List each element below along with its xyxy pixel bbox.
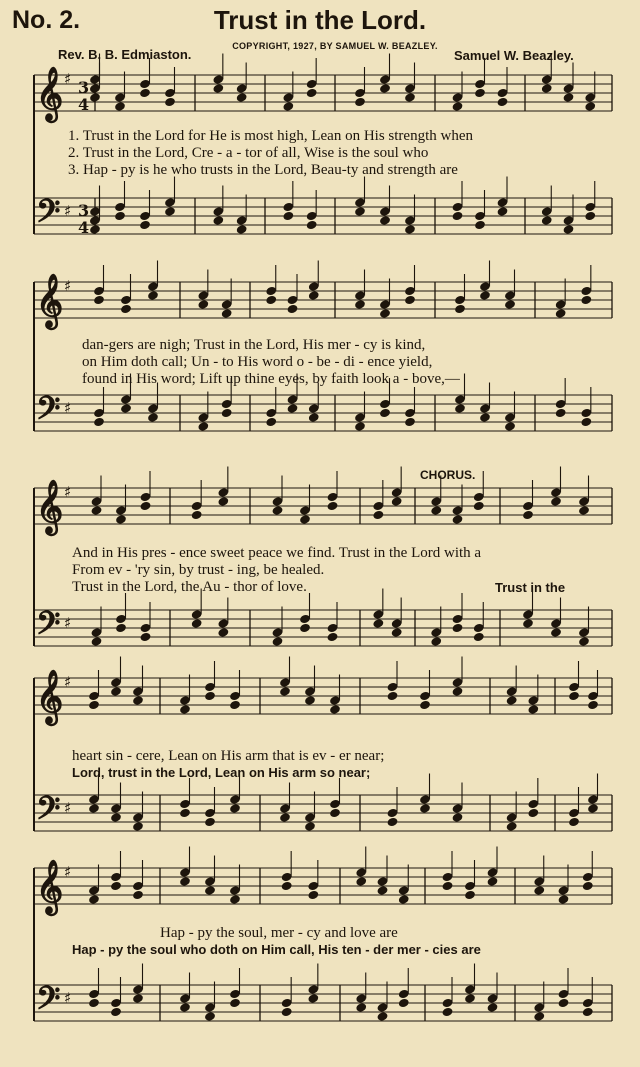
note-head-icon (217, 627, 229, 638)
note-head-icon (558, 894, 570, 905)
note-head-icon (506, 821, 518, 832)
note-head-icon (110, 686, 122, 697)
bass-lyric-line: Hap - py the soul who doth on Him call, His ten - der mer - cies are (72, 942, 481, 957)
note-head-icon (533, 1011, 545, 1022)
note-head-icon (379, 83, 391, 94)
music-composer: Samuel W. Beazley. (454, 48, 574, 63)
note-head-icon (265, 417, 277, 428)
note-head-icon (430, 636, 442, 647)
treble-clef-icon: 𝄞 (36, 669, 64, 723)
note-head-icon (587, 700, 599, 711)
note-head-icon (265, 295, 277, 306)
note-head-icon (88, 803, 100, 814)
note-head-icon (398, 894, 410, 905)
note-head-icon (132, 890, 144, 901)
note-head-icon (139, 88, 151, 99)
copyright-notice: COPYRIGHT, 1927, BY SAMUEL W. BEAZLEY. (232, 41, 438, 51)
note-head-icon (568, 817, 580, 828)
note-head-icon (379, 308, 391, 319)
note-head-icon (580, 295, 592, 306)
lyric-line: on Him doth call; Un - to His word o - be - di - ence yield, (82, 354, 433, 370)
note-head-icon (308, 290, 320, 301)
note-head-icon (506, 695, 518, 706)
note-head-icon (527, 808, 539, 819)
note-head-icon (377, 885, 389, 896)
note-head-icon (404, 295, 416, 306)
note-head-icon (88, 998, 100, 1009)
note-head-icon (464, 890, 476, 901)
note-head-icon (306, 220, 318, 231)
note-head-icon (329, 704, 341, 715)
note-head-icon (197, 421, 209, 432)
note-head-icon (452, 514, 464, 525)
note-head-icon (114, 211, 126, 222)
note-head-icon (487, 1002, 499, 1013)
sharp-icon: ♯ (64, 483, 72, 501)
note-head-icon (404, 92, 416, 103)
note-head-icon (91, 505, 103, 516)
sharp-icon: ♯ (64, 863, 72, 881)
note-head-icon (479, 412, 491, 423)
note-head-icon (164, 97, 176, 108)
note-head-icon (379, 408, 391, 419)
note-head-icon (387, 691, 399, 702)
time-signature: 4 (78, 218, 90, 237)
note-head-icon (204, 1011, 216, 1022)
note-head-icon (272, 505, 284, 516)
lyric-line: found in His word; Lift up thine eyes, by faith look a - bove,— (82, 371, 460, 387)
note-head-icon (541, 215, 553, 226)
note-head-icon (212, 83, 224, 94)
bass-clef-icon: 𝄢 (36, 192, 61, 237)
note-head-icon (522, 618, 534, 629)
note-head-icon (452, 101, 464, 112)
note-head-icon (474, 220, 486, 231)
note-head-icon (582, 881, 594, 892)
note-head-icon (504, 421, 516, 432)
note-head-icon (354, 206, 366, 217)
note-head-icon (354, 299, 366, 310)
note-head-icon (299, 514, 311, 525)
note-head-icon (114, 101, 126, 112)
time-signature: 3 (78, 201, 90, 220)
note-head-icon (179, 876, 191, 887)
sharp-icon: ♯ (64, 70, 72, 88)
note-head-icon (115, 514, 127, 525)
note-head-icon (404, 417, 416, 428)
note-head-icon (442, 881, 454, 892)
chorus-label: CHORUS. (420, 468, 476, 482)
sharp-icon: ♯ (64, 614, 72, 632)
note-head-icon (164, 206, 176, 217)
note-head-icon (197, 299, 209, 310)
note-head-icon (377, 1011, 389, 1022)
note-head-icon (487, 876, 499, 887)
note-head-icon (354, 421, 366, 432)
lyric-line: And in His pres - ence sweet peace we find. Trust in the Lord with a (72, 545, 482, 561)
note-head-icon (372, 510, 384, 521)
sharp-icon: ♯ (64, 989, 72, 1007)
time-signature: 3 (78, 78, 90, 97)
note-head-icon (541, 83, 553, 94)
note-head-icon (191, 510, 203, 521)
note-head-icon (279, 686, 291, 697)
note-head-icon (555, 308, 567, 319)
note-head-icon (464, 993, 476, 1004)
note-head-icon (304, 821, 316, 832)
note-head-icon (110, 1007, 122, 1018)
note-head-icon (419, 803, 431, 814)
note-head-icon (479, 290, 491, 301)
note-head-icon (89, 224, 101, 235)
note-head-icon (404, 224, 416, 235)
note-head-icon (88, 700, 100, 711)
note-head-icon (555, 408, 567, 419)
bass-clef-icon: 𝄢 (36, 979, 61, 1024)
note-head-icon (88, 894, 100, 905)
note-head-icon (282, 101, 294, 112)
note-head-icon (442, 1007, 454, 1018)
note-head-icon (221, 408, 233, 419)
note-head-icon (327, 632, 339, 643)
note-head-icon (504, 299, 516, 310)
note-head-icon (229, 998, 241, 1009)
lyric-line: heart sin - cere, Lean on His arm that is ev - er near; (72, 748, 385, 764)
note-head-icon (115, 623, 127, 634)
note-head-icon (281, 881, 293, 892)
note-head-icon (355, 1002, 367, 1013)
note-head-icon (355, 876, 367, 887)
note-head-icon (452, 812, 464, 823)
note-head-icon (299, 623, 311, 634)
bass-clef-icon: 𝄢 (36, 389, 61, 434)
treble-clef-icon: 𝄞 (36, 66, 64, 120)
lyric-line: From ev - 'ry sin, by trust - ing, be healed. (72, 562, 325, 578)
bass-clef-icon: 𝄢 (36, 604, 61, 649)
note-head-icon (147, 290, 159, 301)
note-head-icon (147, 412, 159, 423)
note-head-icon (379, 215, 391, 226)
note-head-icon (287, 304, 299, 315)
note-head-icon (272, 636, 284, 647)
note-head-icon (473, 501, 485, 512)
lyric-line: dan-gers are nigh; Trust in the Lord, His mer - cy is kind, (82, 337, 426, 353)
note-head-icon (179, 1002, 191, 1013)
note-head-icon (132, 821, 144, 832)
note-head-icon (93, 295, 105, 306)
note-head-icon (327, 501, 339, 512)
sharp-icon: ♯ (64, 799, 72, 817)
note-head-icon (306, 88, 318, 99)
lyric-line: 3. Hap - py is he who trusts in the Lord, Beau-ty and strength are (68, 162, 458, 178)
hymn-number: No. 2. (12, 6, 81, 34)
note-head-icon (387, 817, 399, 828)
note-head-icon (308, 412, 320, 423)
note-head-icon (452, 686, 464, 697)
note-head-icon (120, 304, 132, 315)
sharp-icon: ♯ (64, 673, 72, 691)
note-head-icon (139, 220, 151, 231)
lyric-line: Trust in the Lord, the Au - thor of love. (72, 579, 307, 595)
time-signature: 4 (78, 95, 90, 114)
bass-lyric-line: Lord, trust in the Lord, Lean on His arm so near; (72, 765, 371, 780)
lyric-line: 1. Trust in the Lord for He is most high, Lean on His strength when (68, 128, 473, 144)
bass-clef-icon: 𝄢 (36, 789, 61, 834)
note-head-icon (229, 700, 241, 711)
note-head-icon (563, 224, 575, 235)
note-head-icon (304, 695, 316, 706)
note-head-icon (398, 998, 410, 1009)
note-head-icon (221, 308, 233, 319)
note-head-icon (179, 704, 191, 715)
note-head-icon (497, 206, 509, 217)
note-head-icon (89, 92, 101, 103)
note-head-icon (179, 808, 191, 819)
note-head-icon (419, 700, 431, 711)
note-head-icon (282, 211, 294, 222)
treble-clef-icon: 𝄞 (36, 479, 64, 533)
note-head-icon (527, 704, 539, 715)
note-head-icon (430, 505, 442, 516)
note-head-icon (229, 803, 241, 814)
note-head-icon (578, 505, 590, 516)
note-head-icon (279, 812, 291, 823)
note-head-icon (391, 496, 403, 507)
note-head-icon (204, 885, 216, 896)
note-head-icon (120, 403, 132, 414)
sharp-icon: ♯ (64, 399, 72, 417)
note-head-icon (307, 993, 319, 1004)
note-head-icon (550, 627, 562, 638)
note-head-icon (587, 803, 599, 814)
note-head-icon (452, 623, 464, 634)
note-head-icon (93, 417, 105, 428)
note-head-icon (236, 92, 248, 103)
note-head-icon (497, 97, 509, 108)
note-head-icon (550, 496, 562, 507)
lyric-line: Hap - py the soul, mer - cy and love are (160, 925, 398, 941)
note-head-icon (212, 215, 224, 226)
sharp-icon: ♯ (64, 277, 72, 295)
note-head-icon (204, 817, 216, 828)
note-head-icon (229, 894, 241, 905)
note-head-icon (533, 885, 545, 896)
note-head-icon (580, 417, 592, 428)
words-author: Rev. B. B. Edmiaston. (58, 47, 192, 62)
note-head-icon (578, 636, 590, 647)
bass-lyric-line: Trust in the (495, 580, 566, 595)
note-head-icon (568, 691, 580, 702)
note-head-icon (473, 632, 485, 643)
note-head-icon (329, 808, 341, 819)
note-head-icon (354, 97, 366, 108)
note-head-icon (110, 881, 122, 892)
note-head-icon (522, 510, 534, 521)
note-head-icon (474, 88, 486, 99)
note-head-icon (582, 1007, 594, 1018)
note-head-icon (140, 632, 152, 643)
note-head-icon (584, 101, 596, 112)
note-head-icon (281, 1007, 293, 1018)
note-head-icon (563, 92, 575, 103)
note-head-icon (454, 403, 466, 414)
note-head-icon (454, 304, 466, 315)
note-head-icon (110, 812, 122, 823)
note-head-icon (372, 618, 384, 629)
note-head-icon (204, 691, 216, 702)
note-head-icon (217, 496, 229, 507)
treble-clef-icon: 𝄞 (36, 859, 64, 913)
note-head-icon (287, 403, 299, 414)
note-head-icon (584, 211, 596, 222)
lyric-line: 2. Trust in the Lord, Cre - a - tor of all, Wise is the soul who (68, 145, 429, 161)
note-head-icon (452, 211, 464, 222)
note-head-icon (132, 695, 144, 706)
note-head-icon (191, 618, 203, 629)
note-head-icon (132, 993, 144, 1004)
treble-clef-icon: 𝄞 (36, 273, 64, 327)
note-head-icon (140, 501, 152, 512)
note-head-icon (236, 224, 248, 235)
note-head-icon (91, 636, 103, 647)
note-head-icon (558, 998, 570, 1009)
hymn-title: Trust in the Lord. (213, 5, 427, 35)
sharp-icon: ♯ (64, 202, 72, 220)
note-head-icon (391, 627, 403, 638)
note-head-icon (307, 890, 319, 901)
